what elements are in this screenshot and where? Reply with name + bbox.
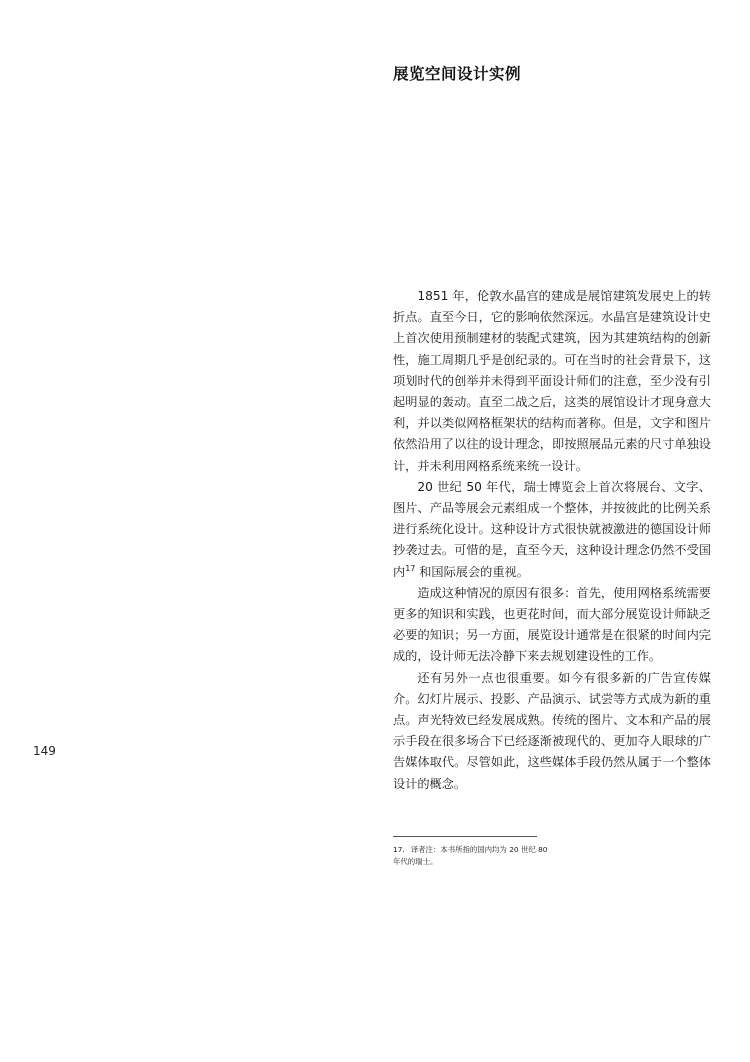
body-text [393,286,711,795]
footnote-number: 17. [393,845,405,854]
page-number: 149 [33,744,56,758]
footnote-reference: 17 [405,563,416,573]
paragraph-text: 20 世纪 50 年代，瑞士博览会上首次将展台、文字、图片、产品等展会元素组成一个整体，并按彼此的比例关系进行系统化设计。这种设计方式很快就被激进的德国设计师抄袭过去。可惜的是，直至今天，这种设计理念仍然不受国内 [393,479,711,579]
paragraph: 还有另外一点也很重要。如今有很多新的广告宣传媒介。幻灯片展示、投影、产品演示、试尝等方式成为新的重点。声光特效已经发展成熟。传统的图片、文本和产品的展示手段在很多场合下已经逐渐被现代的、更加夺人眼球的广告媒体取代。尽管如此，这些媒体手段仍然从属于一个整体设计的概念。 [393,670,711,791]
page-title: 展览空间设计实例 [393,65,522,83]
footnote [393,844,553,867]
paragraph: 1851 年，伦敦水晶宫的建成是展馆建筑发展史上的转折点。直至今日，它的影响依然深远。水晶宫是建筑设计史上首次使用预制建材的装配式建筑，因为其建筑结构的创新性，施工周期几乎是创纪录的。可在当时的社会背景下，这项划时代的创举并未得到平面设计师们的注意，至少没有引起明显的轰动。直至二战之后，这类的展馆设计才现身意大利，并以类似网格框架状的结构而著称。但是，文字和图片依然沿用了以往的设计理念，即按照展品元素的尺寸单独设计，并未利用网格系统来统一设计。 [393,289,711,473]
footnote-divider [393,836,537,837]
paragraph [393,477,711,583]
paragraph: 造成这种情况的原因有很多：首先，使用网格系统需要更多的知识和实践，也更花时间，而大部分展览设计师缺乏必要的知识；另一方面，展览设计通常是在很紧的时间内完成的，设计师无法冷静下来去规划建设性的工作。 [393,585,711,664]
paragraph-text-tail: 和国际展会的重视。 [415,564,529,579]
footnote-text: 译者注：本书所指的国内均为 20 世纪 80 年代的瑞士。 [393,845,548,866]
